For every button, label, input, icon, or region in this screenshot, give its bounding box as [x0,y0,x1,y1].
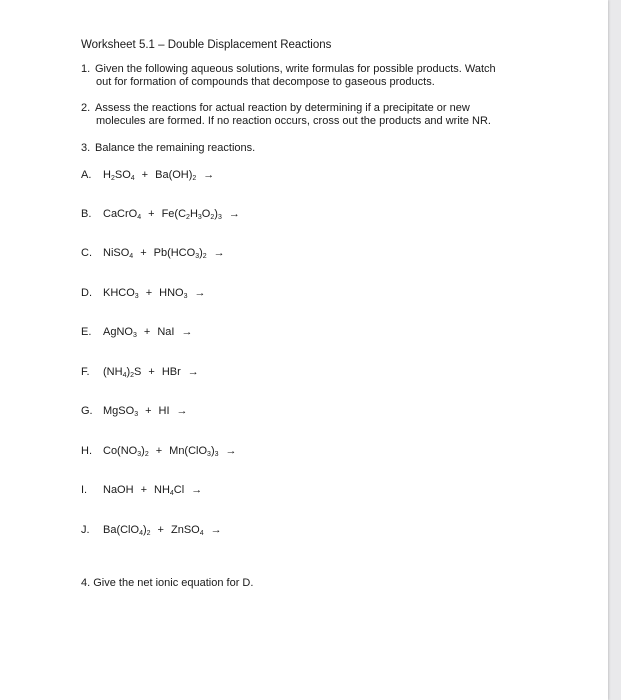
plus-sign: + [155,445,163,457]
reaction-row [81,247,225,259]
reaction-letter: I. [81,484,88,496]
reactant-2: HI [158,405,170,417]
reactant-1: NiSO$_4$ [103,247,134,260]
reaction-letter: F. [81,366,90,378]
reactant-1: CaCrO$_4$ [103,208,142,221]
reaction-letter: H. [81,445,92,457]
arrow-icon: → [181,326,193,338]
reaction-letter: E. [81,326,92,338]
reactant-1: NaOH [103,484,134,496]
reaction-letter: D. [81,287,92,299]
question-4: 4. Give the net ionic equation for D. [81,577,254,589]
reactant-2: $Fe(C_2H_3O_2)_3$ [161,208,222,221]
instruction-text: Balance the remaining reactions. [95,142,256,154]
instruction-text: Given the following aqueous solutions, write formulas for possible products. Watch [95,63,496,75]
instruction-3 [81,142,541,155]
arrow-icon: → [228,208,240,220]
reactant-2: NaI [157,326,175,338]
plus-sign: + [140,484,147,496]
reactant-2: ZnSO$_4$ [170,524,204,537]
plus-sign: + [157,524,164,536]
instruction-text-continued: out for formation of compounds that decompose to gaseous products. [96,76,435,88]
reaction-letter: A. [81,169,92,181]
reaction-row [81,287,205,299]
instruction-number: 1. [81,63,91,75]
instruction-number: 2. [81,102,91,114]
arrow-icon: → [225,445,237,457]
reaction-row [81,169,214,181]
reactant-1: $(NH_4)_2S$ [103,366,142,379]
arrow-icon: → [203,169,215,181]
instruction-text: Assess the reactions for actual reaction by determining if a precipitate or new [95,102,470,114]
reaction-row [81,445,237,457]
reaction-letter: B. [81,208,92,220]
arrow-icon: → [187,366,199,378]
reactant-2: HBr [161,366,181,378]
reactant-1: $Co(NO_3)_2$ [103,445,149,458]
reactant-2: $Mn(ClO_3)_3$ [169,445,219,458]
reactant-2: $Pb(HCO_3)_2$ [153,247,207,260]
plus-sign: + [140,247,147,259]
reaction-row [81,524,222,536]
reactant-1: $H_2SO_4$ [103,169,135,182]
plus-sign: + [145,405,152,417]
reaction-letter: G. [81,405,93,417]
reactant-2: $Ba(OH)_2$ [155,169,197,182]
plus-sign: + [148,366,155,378]
reactant-2: $NH_4Cl$ [154,484,185,497]
arrow-icon: → [210,524,222,536]
reaction-letter: J. [81,524,90,536]
instruction-2 [81,102,541,128]
plus-sign: + [143,326,151,338]
reactant-1: MgSO$_3$ [103,405,139,418]
worksheet-title: Worksheet 5.1 – Double Displacement Reactions [81,39,332,51]
plus-sign: + [141,169,149,181]
instruction-text-continued: molecules are formed. If no reaction occurs, cross out the products and write NR. [96,115,491,127]
reactant-2: $HNO_3$ [159,287,188,300]
reactant-1: $KHCO_3$ [103,287,139,300]
arrow-icon: → [213,247,225,259]
reactant-1: $Ba(ClO_4)_2$ [103,524,151,537]
arrow-icon: → [176,405,188,417]
reaction-row [81,405,188,417]
reaction-row [81,326,192,338]
arrow-icon: → [194,287,206,299]
reaction-letter: C. [81,247,92,259]
instruction-1 [81,63,541,89]
plus-sign: + [148,208,155,220]
plus-sign: + [145,287,153,299]
reaction-row [81,366,199,378]
reactant-1: AgNO$_3$ [103,326,137,339]
arrow-icon: → [191,484,203,496]
reaction-row [81,484,202,496]
reaction-row [81,208,240,220]
instruction-number: 3. [81,142,91,154]
